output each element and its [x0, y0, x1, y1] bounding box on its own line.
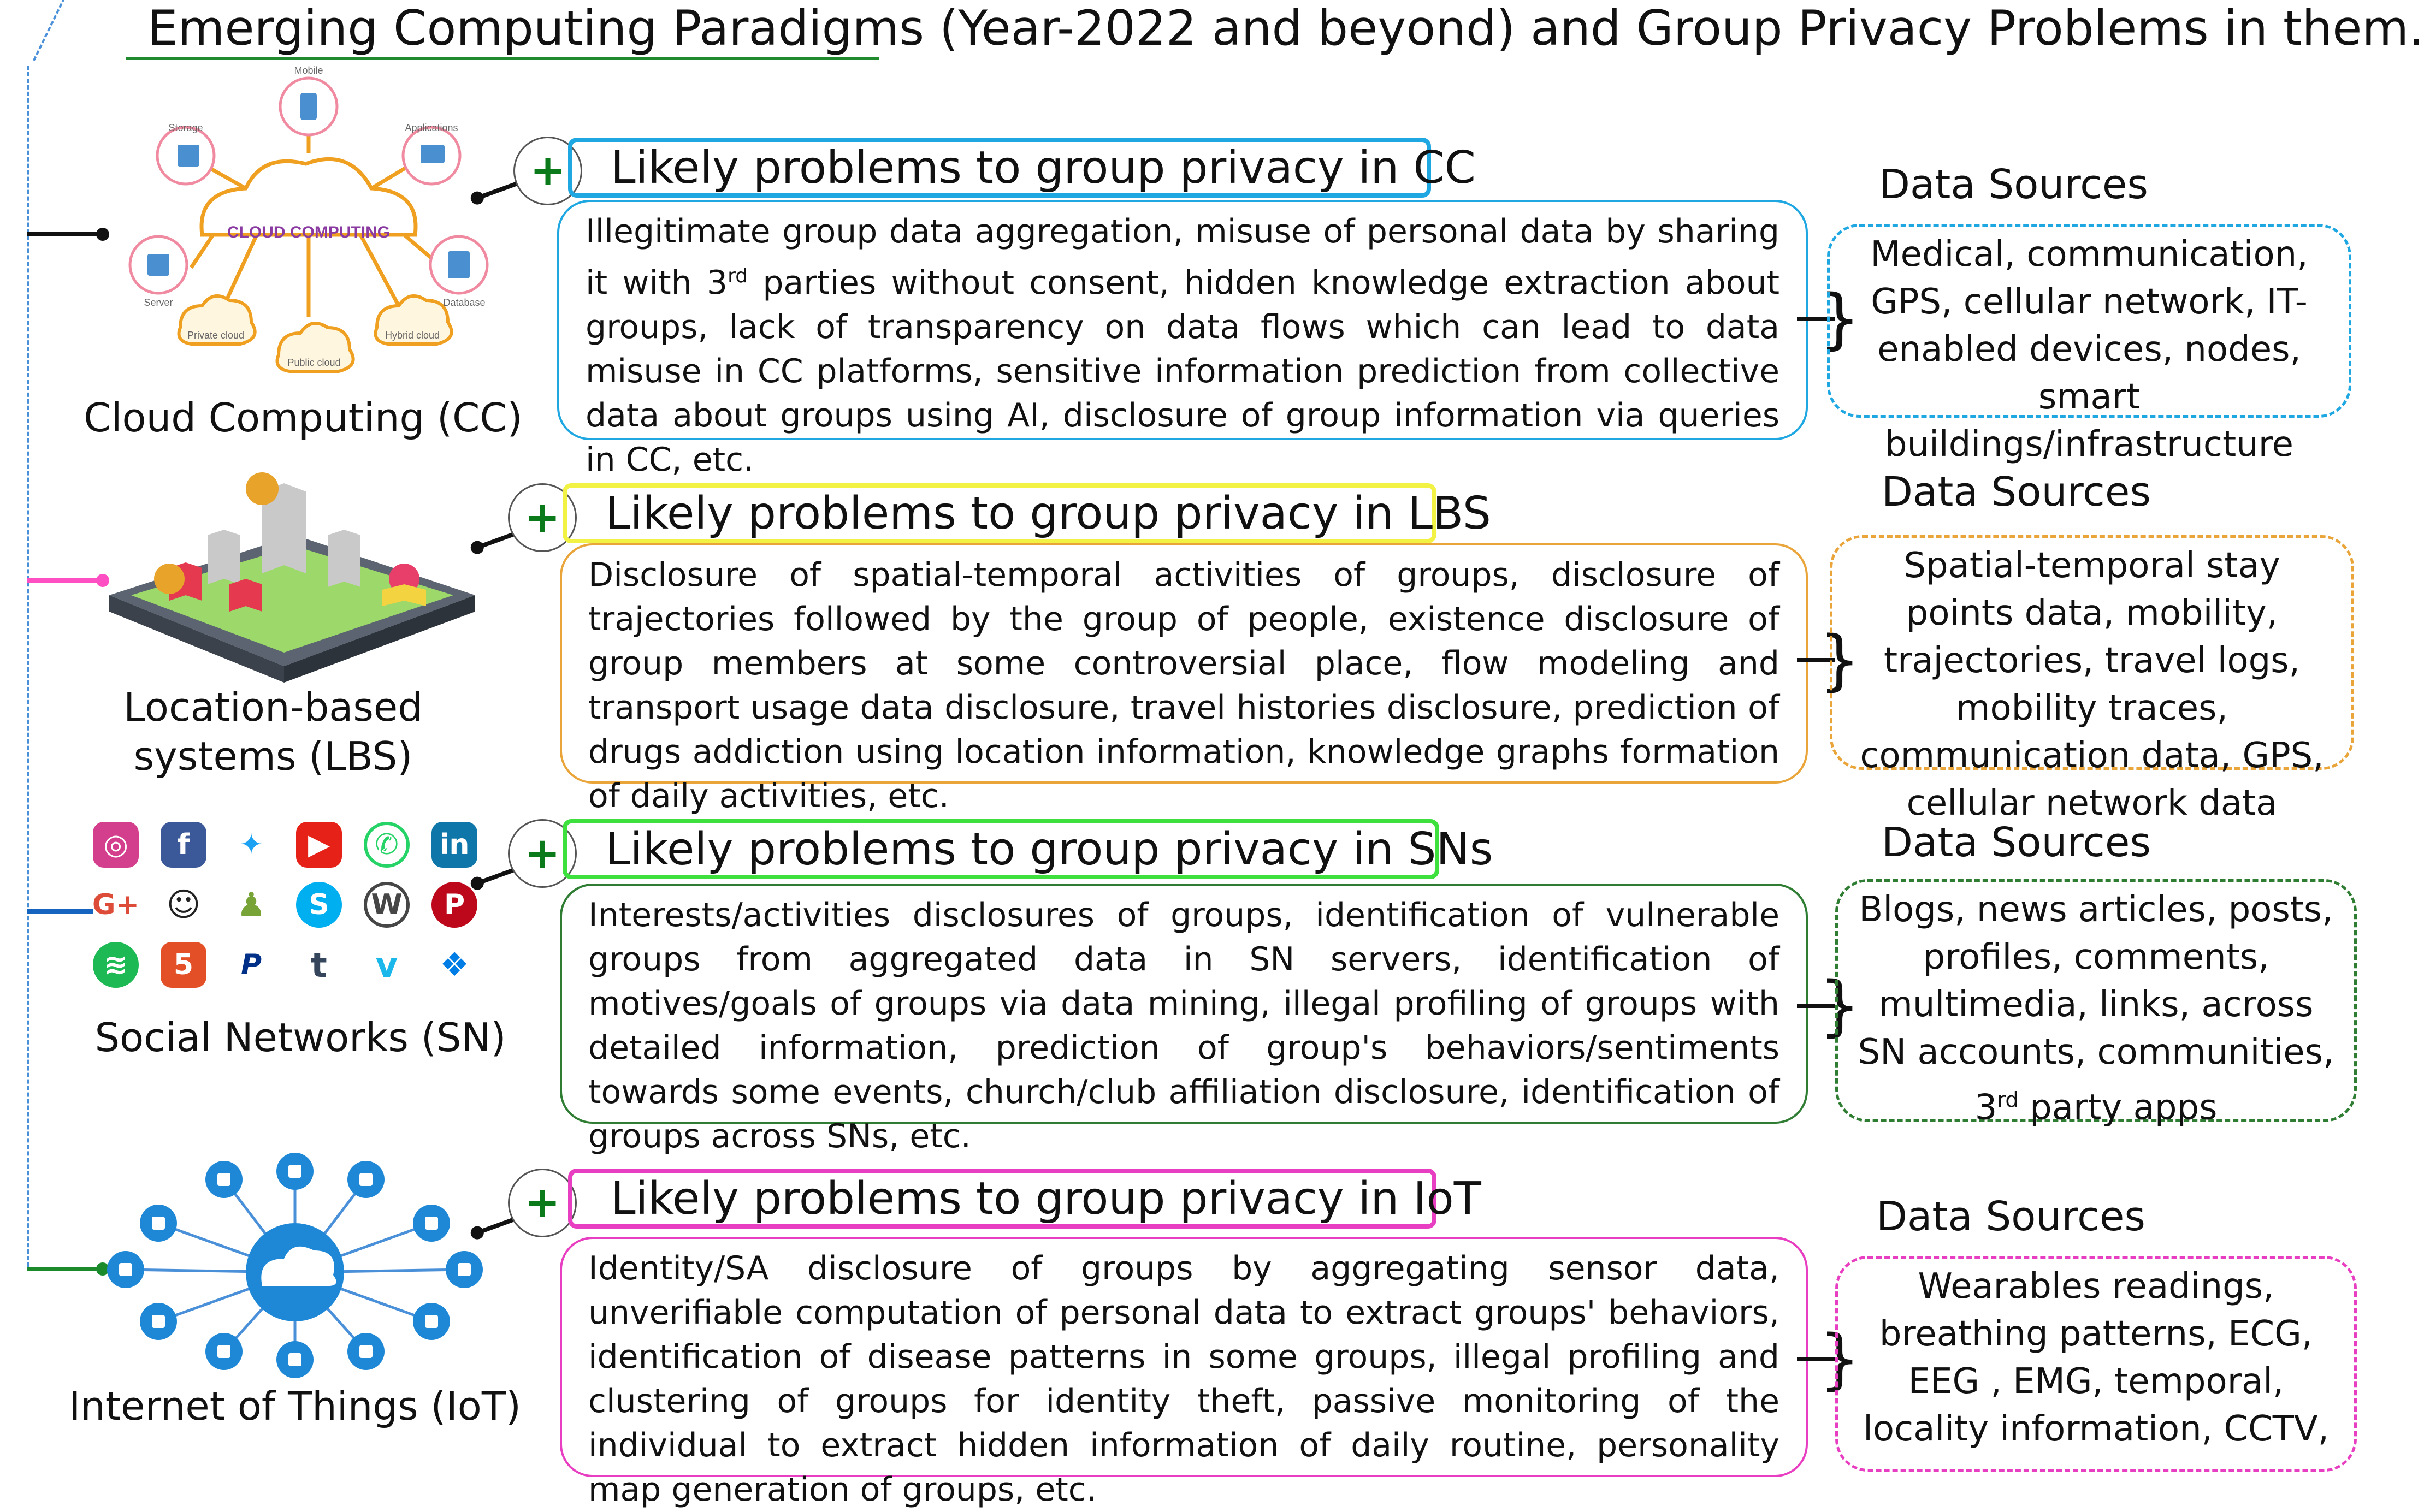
snapchat-icon: ☺	[161, 882, 206, 928]
lbs-brace: }	[1819, 622, 1861, 698]
title-underline	[126, 57, 879, 60]
facebook-icon: f	[161, 822, 206, 868]
youtube-icon: ▶	[296, 822, 342, 868]
iot-data-sources-title: Data Sources	[1876, 1193, 2145, 1240]
page-title: Emerging Computing Paradigms (Year-2022 and beyond) and Group Privacy Problems in them.	[147, 0, 2424, 56]
svg-text:Applications: Applications	[405, 122, 458, 133]
lbs-expand-button[interactable]: +	[508, 483, 577, 552]
lbs-heading: Likely problems to group privacy in LBS	[563, 483, 1436, 543]
iot-problems-text: Identity/SA disclosure of groups by aggregating sensor data, unverifiable computation of personal data to extract groups' behaviors, identification of disease patterns in some groups, illegal profiling and clustering of groups for identity theft, passive monitoring of the individual to extract hidden information of daily routine, personality map generation of groups, etc.	[560, 1237, 1808, 1477]
cc-connector	[27, 232, 104, 236]
lbs-data-sources-box: Spatial-temporal stay points data, mobility, trajectories, travel logs, mobility traces, communication data, GPS, cellular network data	[1830, 535, 2354, 770]
paradigm-name-cc: Cloud Computing (CC)	[84, 395, 523, 441]
wordpress-icon: W	[364, 882, 410, 928]
svg-text:Database: Database	[443, 297, 486, 308]
sn-brace: }	[1819, 968, 1861, 1044]
spotify-icon: ≋	[93, 942, 139, 988]
iot-network-icon	[98, 1163, 502, 1392]
skype-icon: S	[296, 882, 342, 928]
sn-expand-button[interactable]: +	[508, 819, 577, 888]
google-plus-icon: G+	[93, 882, 139, 928]
paradigm-name-sn: Social Networks (SN)	[94, 1015, 506, 1060]
html5-icon: 5	[161, 942, 206, 988]
iot-expand-button[interactable]: +	[508, 1169, 577, 1237]
svg-text:Public cloud: Public cloud	[287, 357, 341, 368]
svg-text:Private cloud: Private cloud	[187, 330, 245, 341]
android-icon: ♟	[228, 882, 274, 928]
svg-text:Hybrid cloud: Hybrid cloud	[385, 330, 440, 341]
sn-heading: Likely problems to group privacy in SNs	[563, 819, 1439, 879]
svg-text:Mobile: Mobile	[294, 65, 323, 76]
paradigm-name-lbs: Location-based systems (LBS)	[123, 684, 423, 779]
lbs-connector	[27, 578, 104, 583]
tumblr-icon: t	[296, 942, 342, 988]
linkedin-icon: in	[431, 822, 477, 868]
pinterest-icon: P	[431, 882, 477, 928]
whatsapp-icon: ✆	[364, 822, 410, 868]
iot-heading: Likely problems to group privacy in IoT	[568, 1169, 1436, 1229]
iot-brace: }	[1819, 1321, 1861, 1397]
location-city-icon	[98, 470, 481, 688]
cc-center-label: CLOUD COMPUTING	[227, 223, 391, 241]
spine-diagonal-line	[33, 0, 111, 61]
instagram-icon: ◎	[93, 822, 139, 868]
iot-data-sources-box: Wearables readings, breathing patterns, ECG, EEG , EMG, temporal, locality information, CCTV,	[1835, 1256, 2357, 1472]
cc-expand-button[interactable]: +	[513, 137, 582, 205]
vimeo-icon: v	[364, 942, 410, 988]
sn-problems-text: Interests/activities disclosures of groups, identification of vulnerable groups from aggregated data in SN servers, identification of motives/goals of groups via data mining, illegal profiling of groups with detailed information, prediction of group's behaviors/sentiments towards some events, church/club affiliation disclosure, identification of groups across SNs, etc.	[560, 884, 1808, 1124]
twitter-icon: ✦	[228, 822, 274, 868]
social-network-icons-grid	[93, 822, 486, 1002]
dropbox-icon: ❖	[431, 942, 477, 988]
lbs-problems-text: Disclosure of spatial-temporal activities of groups, disclosure of trajectories followed by the group of people, existence disclosure of group members at some controversial place, flow modeling and transport usage data disclosure, travel histories disclosure, prediction of drugs addiction using location information, knowledge graphs formation of daily activities, etc.	[560, 543, 1808, 784]
cloud-computing-icon	[115, 65, 519, 388]
left-spine-line	[27, 66, 29, 1267]
cc-problems-text: Illegitimate group data aggregation, misuse of personal data by sharing it with 3rd parties without consent, hidden knowledge extraction about groups, lack of transparency on data flows which can lead to data misuse in CC platforms, sensitive information prediction from collective data about groups using AI, disclosure of group information via queries in CC, etc.	[557, 200, 1808, 440]
lbs-data-sources-title: Data Sources	[1882, 469, 2151, 515]
cc-brace: }	[1819, 281, 1861, 357]
paypal-icon: P	[228, 942, 274, 988]
cc-heading: Likely problems to group privacy in CC	[568, 138, 1431, 198]
sn-data-sources-box: Blogs, news articles, posts, profiles, comments, multimedia, links, across SN accounts, communities, 3rd party apps	[1835, 879, 2357, 1122]
paradigm-name-iot: Internet of Things (IoT)	[69, 1383, 521, 1429]
cc-data-sources-title: Data Sources	[1879, 161, 2148, 208]
svg-text:Server: Server	[144, 297, 173, 308]
svg-text:Storage: Storage	[168, 122, 203, 133]
cc-data-sources-box: Medical, communication, GPS, cellular network, IT-enabled devices, nodes, smart buildings/infrastructure	[1827, 224, 2351, 418]
sn-data-sources-title: Data Sources	[1882, 819, 2151, 866]
iot-connector	[27, 1267, 104, 1271]
